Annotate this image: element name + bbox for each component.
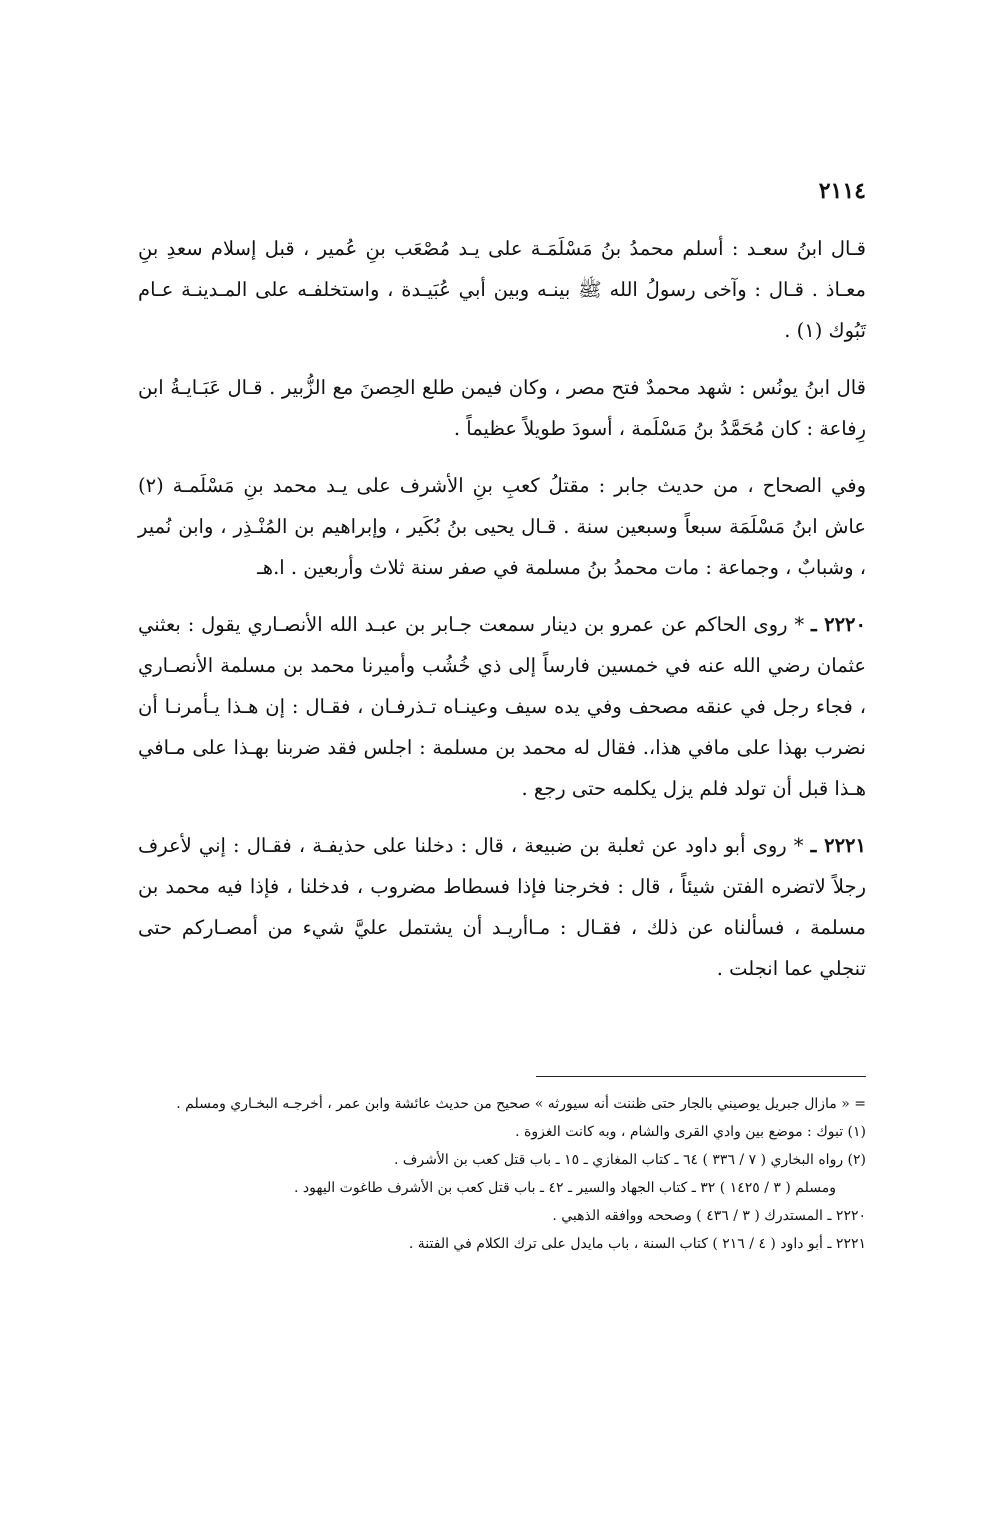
hadith-number-2221: ٢٢٢١ ـ — [810, 834, 866, 857]
footnote-1: (١) تبوك : موضع بين وادي القرى والشام ، وبه كانت الغزوة . — [515, 1124, 866, 1140]
footnote-2220: ٢٢٢٠ ـ المستدرك ( ٣ / ٤٣٦ ) وصححه ووافقه الذهبي . — [552, 1208, 866, 1224]
hadith-number-2220: ٢٢٢٠ ـ — [810, 613, 866, 636]
main-text — [138, 228, 866, 1005]
paragraph-ibn-saad: قـال ابنُ سعـد : أسلم محمدُ بنُ مَسْلَمَـة على يـد مُصْعَب بنِ عُمير ، قبل إسلام سعدِ بنِ معـاذ . قـال : وآخى رسولُ الله ﷺ بينـه وبين أبي عُبَيـدة ، واستخلفـه على المـدينـة عـام تَبُوك (١) . — [138, 237, 866, 342]
page-number: ٢١١٤ — [818, 178, 866, 204]
footnote-continuation: = « مازال جبريل يوصيني بالجار حتى ظننت أنه سيورثه » صحيح من حديث عائشة وابن عمر ، أخرجـه البخـاري ومسلم . — [176, 1096, 866, 1112]
paragraph-sihah: وفي الصحاح ، من حديث جابر : مقتلُ كعبِ بنِ الأشرف على يـد محمد بنِ مَسْلَمـة (٢) عاش ابنُ مَسْلَمَة سبعاً وسبعين سنة . قـال يحيى بنُ بُكَير ، وإبراهيم بن المُنْـذِر ، وابن نُمير ، وشبابٌ ، وجماعة : مات محمدُ بنُ مسلمة في صفر سنة ثلاث وأربعين . ا.هـ — [138, 474, 866, 579]
hadith-text-2220: * روى الحاكم عن عمرو بن دينار سمعت جـابر بن عبـد الله الأنصـاري يقول : بعثني عثمان رضي الله عنه في خمسين فارساً إلى ذي خُشُب وأميرنا محمد بن مسلمة الأنصـاري ، فجاء رجل في عنقه مصحف وفي يده سيف وعينـاه تـذرفـان ، فقـال : إن هـذا يـأمرنـا أن نضرب بهذا على مافي هذا،. فقال له محمد بن مسلمة : اجلس فقد ضربنا بهـذا على مـافي هـذا قبل أن تولد فلم يزل يكلمه حتى رجع . — [138, 613, 866, 800]
footnote-divider — [536, 1076, 866, 1077]
paragraph-ibn-yunus: قال ابنُ يونُس : شهد محمدٌ فتح مصر ، وكان فيمن طلع الحِصنَ مع الزُّبير . قـال عَبَـايـةُ ابن رِفاعة : كان مُحَمَّدُ بنُ مَسْلَمة ، أسودَ طويلاً عظيماً . — [138, 376, 866, 440]
footnotes — [138, 1092, 866, 1260]
footnote-2221: ٢٢٢١ ـ أبو داود ( ٤ / ٢١٦ ) كتاب السنة ، باب مايدل على ترك الكلام في الفتنة . — [408, 1236, 866, 1252]
hadith-text-2221: * روى أبو داود عن ثعلبة بن ضبيعة ، قال : دخلنا على حذيفـة ، فقـال : إني لأعرف رجلاً لاتضره الفتن شيئاً ، قال : فخرجنا فإذا فسطاط مضروب ، فدخلنا ، فإذا فيه محمد بن مسلمة ، فسألناه عن ذلك ، فقـال : مـاأريـد أن يشتمل عليَّ شيء من أمصـاركم حتى تنجلي عما انجلت . — [138, 834, 866, 980]
paragraph-2221 — [138, 825, 866, 989]
paragraph-2220 — [138, 604, 866, 809]
footnote-2: (٢) رواه البخاري ( ٧ / ٣٣٦ ) ٦٤ ـ كتاب المغازي ـ ١٥ ـ باب قتل كعب بن الأشرف . — [394, 1152, 866, 1168]
footnote-2-continued: ومسلم ( ٣ / ١٤٢٥ ) ٣٢ ـ كتاب الجهاد والسير ـ ٤٢ ـ باب قتل كعب بن الأشرف طاغوت اليهود . — [294, 1180, 836, 1196]
